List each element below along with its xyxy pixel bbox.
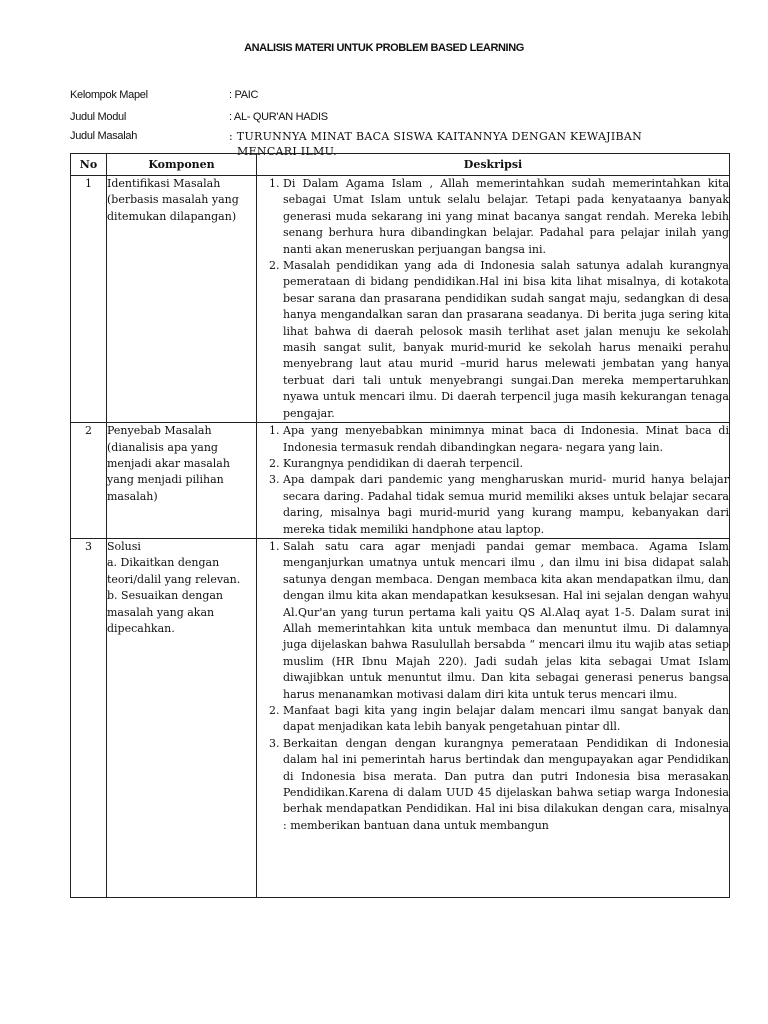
row-komponen [107, 423, 257, 539]
document-title: ANALISIS MATERI UNTUK PROBLEM BASED LEARNING [244, 42, 524, 54]
komponen-subtitle: b. Sesuaikan dengan masalah yang akan dipecahkan. [107, 589, 224, 635]
komponen-subtitle: a. Dikaitkan dengan teori/dalil yang relevan. [107, 556, 241, 586]
list-item: 1. Apa yang menyebabkan minimnya minat baca di Indonesia. Minat baca di Indonesia termasuk rendah dibandingkan negara- negara yang lain. [283, 423, 729, 456]
deskripsi-list [257, 176, 729, 422]
table-row [71, 176, 730, 423]
row-number: 3 [71, 538, 107, 897]
list-item: 3. Berkaitan dengan dengan kurangnya pemerataan Pendidikan di Indonesia dalam hal ini pemerintah harus bertindak dan mengupayakan agar Pendidikan di Indonesia bisa merata. Dan putra dan putri Indonesia bisa merasakan Pendidikan.Karena di dalam UUD 45 dijelaskan bahwa setiap warga Indonesia berhak mendapatkan Pendidikan. Hal ini bisa dilakukan dengan cara, misalnya : memberikan bantuan dana untuk membangun [283, 736, 729, 834]
list-item: 2. Manfaat bagi kita yang ingin belajar dalam mencari ilmu sangat banyak dan dapat menjadikan kata lebih banyak pengetahuan pintar dll. [283, 703, 729, 736]
table-header-row [71, 154, 730, 176]
komponen-title: Solusi [107, 539, 141, 553]
table-row [71, 538, 730, 897]
meta-label: Judul Modul [70, 111, 127, 123]
analysis-table [70, 153, 730, 898]
list-item: 1. Salah satu cara agar menjadi pandai gemar membaca. Agama Islam menganjurkan umatnya untuk mencari ilmu , dan ilmu ini bisa didapat salah satunya dengan membaca. Dengan membaca kita akan mendapatkan ilmu, dan dengan ilmu kita akan mendapatkan kesuksesan. Hal ini sejalan dengan wahyu Al.Qur'an yang turun pertama kali yaitu QS Al.Alaq ayat 1-5. Dalam surat ini Allah memerintahkan kita untuk membaca dan menuntut ilmu. Di dalamnya juga dijelaskan bahwa Rasulullah bersabda “ mencari ilmu itu wajib atas setiap muslim (HR Ibnu Majah 220). Jadi sudah jelas kita sebagai Umat Islam diwajibkan untuk menuntut ilmu. Dan kita sebagai generasi penerus bangsa harus menanamkan motivasi dalam diri kita untuk terus mencari ilmu. [283, 539, 729, 703]
deskripsi-clip [257, 539, 729, 897]
deskripsi-list [257, 539, 729, 834]
meta-value: : AL- QUR'AN HADIS [229, 111, 328, 123]
meta-value: : PAIC [229, 89, 259, 101]
list-item: 2. Masalah pendidikan yang ada di Indonesia salah satunya adalah kurangnya pemerataan di bidang pendidikan.Hal ini bisa kita lihat misalnya, di kotakota besar sarana dan prasarana pendidikan sudah sangat maju, sedangkan di desa hanya mengandalkan saran dan prasarana seadanya. Di berita juga sering kita lihat bahwa di daerah pelosok masih terlihat aset jalan menuju ke sekolah masih sangat sulit, banyak murid-murid ke sekolah harus menaiki perahu menyebrang laut atau murid –murid harus melewati jembatan yang hanya terbuat dari tali untuk menyebrangi sungai.Dan mereka mempertaruhkan nyawa untuk mencari ilmu. Di daerah terpencil juga masih kekurangan tenaga pengajar. [283, 258, 729, 422]
list-item: 1. Di Dalam Agama Islam , Allah memerintahkan sudah memerintahkan kita sebagai Umat Islam untuk selalu belajar. Tetapi pada kenyataanya banyak generasi muda sekarang ini yang minat bacanya sangat rendah. Mereka lebih senang berhura hura dibandingkan belajar. Padahal para pelajar inilah yang nanti akan meneruskan perjuangan bangsa ini. [283, 176, 729, 258]
row-deskripsi [257, 176, 730, 423]
komponen-subtitle: (dianalisis apa yang menjadi akar masalah yang menjadi pilihan masalah) [107, 440, 230, 503]
row-number: 1 [71, 176, 107, 423]
meta-label: Kelompok Mapel [70, 89, 148, 101]
header-komponen: Komponen [107, 154, 257, 176]
deskripsi-list [257, 423, 729, 538]
list-item: 2. Kurangnya pendidikan di daerah terpencil. [283, 456, 729, 472]
meta-value-continuation: MENCARI ILMU. [237, 145, 337, 158]
row-komponen [107, 176, 257, 423]
komponen-title: Identifikasi Masalah [107, 177, 221, 190]
komponen-title: Penyebab Masalah [107, 424, 212, 438]
table-row [71, 423, 730, 539]
meta-label: Judul Masalah [70, 130, 138, 142]
komponen-subtitle: (berbasis masalah yang ditemukan dilapangan) [107, 193, 239, 223]
header-no: No [71, 154, 107, 176]
row-deskripsi [257, 538, 730, 897]
row-komponen [107, 538, 257, 897]
header-deskripsi: Deskripsi [257, 154, 730, 176]
list-item: 3. Apa dampak dari pandemic yang mengharuskan murid- murid hanya belajar secara daring. Padahal tidak semua murid memiliki akses untuk belajar secara daring, misalnya bagi murid-murid yang kurang mampu, kebanyakan dari mereka tidak memiliki handphone atau laptop. [283, 472, 729, 538]
meta-value-line: : TURUNNYA MINAT BACA SISWA KAITANNYA DENGAN KEWAJIBAN [229, 130, 643, 143]
row-number: 2 [71, 423, 107, 539]
row-deskripsi [257, 423, 730, 539]
